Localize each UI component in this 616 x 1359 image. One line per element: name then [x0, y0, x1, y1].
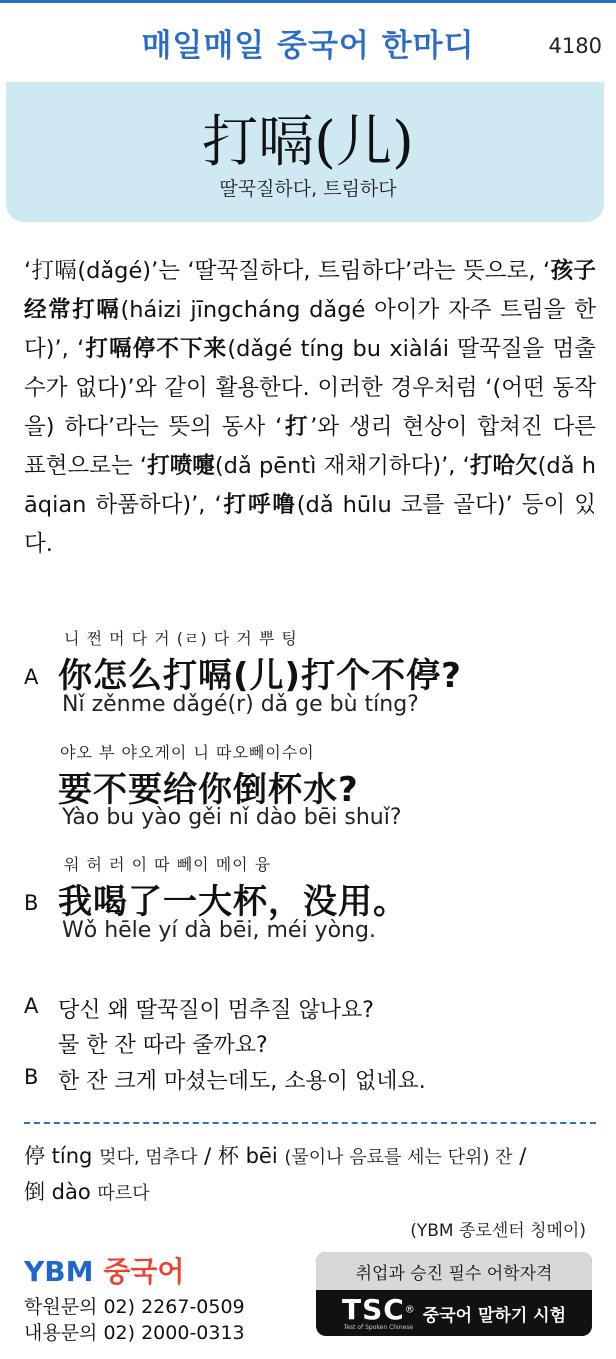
- tsc-logo: TSC® Test of Spoken Chinese: [341, 1292, 415, 1331]
- contact-academy: 학원문의 02) 2267-0509: [24, 1296, 245, 1318]
- main-meaning: 딸꾹질하다, 트림하다: [219, 178, 397, 200]
- pronunciation-guide: 니 쩐 머 다 거 (ㄹ) 다 거 뿌 팅: [64, 629, 298, 648]
- dialogue-pinyin: Nǐ zěnme dǎgé(r) dǎ ge bù tíng?: [62, 692, 419, 717]
- dialogue-pinyin: Yào bu yào gěi nǐ dào bēi shuǐ?: [62, 805, 402, 830]
- vocabulary-notes: 停 tíng 멎다, 멈추다 / 杯 bēi (물이나 음료를 세는 단위) 잔 / 倒 dào 따르다: [24, 1144, 527, 1204]
- ad-tagline: 취업과 승진 필수 어학자격: [316, 1252, 592, 1290]
- translation-line: 한 잔 크게 마셨는데도, 소용이 없네요.: [58, 1069, 426, 1094]
- top-rule: [0, 0, 616, 3]
- ybm-logo: YBM 중국어: [24, 1255, 185, 1288]
- tsc-advertisement: [316, 1252, 592, 1336]
- explanation-paragraph: ‘打嗝(dǎgé)’는 ‘딸꾹질하다, 트림하다’라는 뜻으로, ‘孩子经常打嗝(háizi jīngcháng dǎgé 아이가 자주 트림을 한다)’, ‘打嗝停不下来(dǎgé tíng bu xiàlái 딸꾹질을 멈출 수가 없다)’와 같이 활용한다. 이러한 경우처럼 ‘(어떤 동작을) 하다’라는 뜻의 동사 ‘打’와 생리 현상이 합쳐진 다른 표현으로는 ‘打喷嚏(dǎ pēntì 재채기하다)’, ‘打哈欠(dǎ hāqian 하품하다)’, ‘打呼噜(dǎ hūlu 코를 골다)’ 등이 있다.: [24, 258, 596, 557]
- contact-content: 내용문의 02) 2000-0313: [24, 1322, 245, 1344]
- dashed-divider: [24, 1122, 596, 1124]
- speaker-label: B: [24, 1065, 39, 1089]
- dialogue-chinese: 要不要给你倒杯水?: [58, 770, 359, 810]
- ad-banner: [316, 1290, 592, 1336]
- series-title: 매일매일 중국어 한마디: [141, 28, 475, 64]
- main-expression: 打嗝(儿): [202, 110, 414, 175]
- dialogue-chinese: 你怎么打嗝(儿)打个不停?: [58, 656, 462, 696]
- speaker-label: A: [24, 994, 39, 1018]
- speaker-label: A: [24, 665, 39, 689]
- dialogue-pinyin: Wǒ hēle yí dà bēi, méi yòng.: [62, 918, 376, 943]
- speaker-label: B: [24, 891, 39, 915]
- translation-line: 물 한 잔 따라 줄까요?: [58, 1033, 268, 1058]
- author-credit: (YBM 종로센터 칭메이): [410, 1221, 586, 1241]
- pronunciation-guide: 워 허 러 이 따 뻬이 메이 융: [64, 855, 272, 874]
- translation-line: 당신 왜 딸꾹질이 멈추질 않나요?: [58, 998, 374, 1023]
- dialogue-chinese: 我喝了一大杯，没用。: [58, 882, 408, 922]
- pronunciation-guide: 야오 부 야오게이 니 따오뻬이수이: [60, 743, 315, 762]
- issue-number: 4180: [548, 34, 602, 58]
- ad-text: 중국어 말하기 시험: [422, 1305, 567, 1326]
